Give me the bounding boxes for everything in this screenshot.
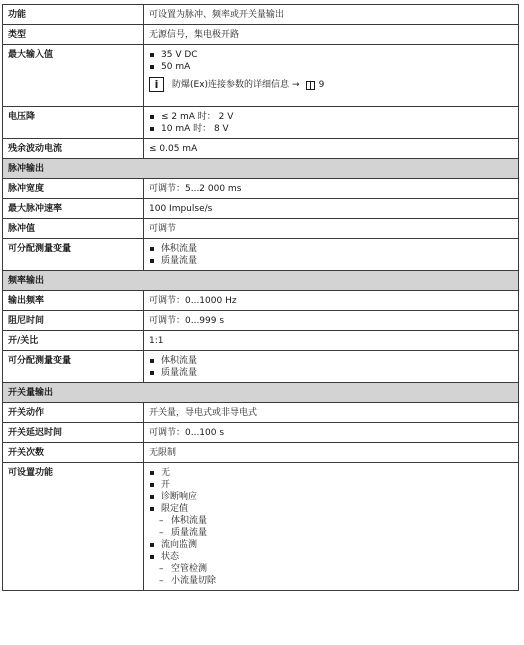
- list-item: 开: [149, 479, 513, 491]
- page-reference[interactable]: 9: [318, 79, 325, 90]
- row-value: [144, 107, 519, 139]
- table-row: [3, 219, 519, 239]
- table-row: [3, 443, 519, 463]
- row-label: 残余波动电流: [3, 139, 144, 159]
- list-item: 状态: [149, 551, 513, 563]
- info-icon: i: [149, 77, 164, 92]
- row-value: 可调节：0...100 s: [144, 423, 519, 443]
- row-value: 可调节：0...999 s: [144, 311, 519, 331]
- list-item: 质量流量: [149, 367, 513, 379]
- table-row: [3, 139, 519, 159]
- row-value: [144, 45, 519, 107]
- list-item: 限定值: [149, 503, 513, 515]
- list-item: 无: [149, 467, 513, 479]
- table-row: [3, 239, 519, 271]
- row-label: 最大脉冲速率: [3, 199, 144, 219]
- row-label: 阻尼时间: [3, 311, 144, 331]
- row-value: 1:1: [144, 331, 519, 351]
- row-label: 输出频率: [3, 291, 144, 311]
- row-value: 无限制: [144, 443, 519, 463]
- section-title: 脉冲输出: [3, 159, 519, 179]
- row-value: 可调节：5...2 000 ms: [144, 179, 519, 199]
- list-item: ≤ 2 mA 时： 2 V: [149, 111, 513, 123]
- row-label: 可分配测量变量: [3, 239, 144, 271]
- book-icon: [306, 81, 315, 89]
- row-value: 开关量，导电式或非导电式: [144, 403, 519, 423]
- row-label: 功能: [3, 5, 144, 25]
- sub-list-item: – 空管检测: [149, 563, 513, 575]
- section-header: [3, 271, 519, 291]
- sub-list-item: – 质量流量: [149, 527, 513, 539]
- list-item: 体积流量: [149, 355, 513, 367]
- list-item: 质量流量: [149, 255, 513, 267]
- row-label: 脉冲宽度: [3, 179, 144, 199]
- sub-list-item: – 小流量切除: [149, 575, 513, 587]
- row-label: 开/关比: [3, 331, 144, 351]
- list-item: 体积流量: [149, 243, 513, 255]
- bullet-list: [149, 49, 513, 73]
- row-value: 无源信号，集电极开路: [144, 25, 519, 45]
- section-title: 频率输出: [3, 271, 519, 291]
- table-row: [3, 199, 519, 219]
- note-text: 防爆(Ex)连接参数的详细信息: [172, 79, 290, 90]
- row-value: [144, 351, 519, 383]
- section-header: [3, 159, 519, 179]
- row-value: 可调节：0...1000 Hz: [144, 291, 519, 311]
- table-row: [3, 291, 519, 311]
- table-row: [3, 179, 519, 199]
- spec-table: [2, 4, 519, 591]
- table-row: [3, 25, 519, 45]
- row-label: 脉冲值: [3, 219, 144, 239]
- row-label: 电压降: [3, 107, 144, 139]
- row-value: 可设置为脉冲、频率或开关量输出: [144, 5, 519, 25]
- row-value: 可调节: [144, 219, 519, 239]
- row-label: 可分配测量变量: [3, 351, 144, 383]
- table-row: [3, 331, 519, 351]
- bullet-list: [149, 243, 513, 267]
- row-label: 可设置功能: [3, 463, 144, 591]
- list-item: 35 V DC: [149, 49, 513, 61]
- table-row: [3, 311, 519, 331]
- row-label: 开关动作: [3, 403, 144, 423]
- sub-list-item: – 体积流量: [149, 515, 513, 527]
- row-value: [144, 239, 519, 271]
- table-row: [3, 403, 519, 423]
- section-title: 开关量输出: [3, 383, 519, 403]
- table-row: [3, 45, 519, 107]
- row-label: 开关次数: [3, 443, 144, 463]
- row-value: ≤ 0.05 mA: [144, 139, 519, 159]
- section-header: [3, 383, 519, 403]
- row-value: 100 Impulse/s: [144, 199, 519, 219]
- list-item: 50 mA: [149, 61, 513, 73]
- row-label: 开关延迟时间: [3, 423, 144, 443]
- bullet-list: [149, 111, 513, 135]
- row-label: 最大输入值: [3, 45, 144, 107]
- arrow-icon: →: [292, 79, 300, 90]
- list-item: 流向监测: [149, 539, 513, 551]
- table-row: [3, 463, 519, 591]
- bullet-list: [149, 467, 513, 587]
- table-row: [3, 423, 519, 443]
- bullet-list: [149, 355, 513, 379]
- table-row: [3, 5, 519, 25]
- list-item: 10 mA 时： 8 V: [149, 123, 513, 135]
- list-item: 诊断响应: [149, 491, 513, 503]
- table-row: [3, 351, 519, 383]
- note-line: [149, 77, 513, 92]
- row-label: 类型: [3, 25, 144, 45]
- table-row: [3, 107, 519, 139]
- row-value: [144, 463, 519, 591]
